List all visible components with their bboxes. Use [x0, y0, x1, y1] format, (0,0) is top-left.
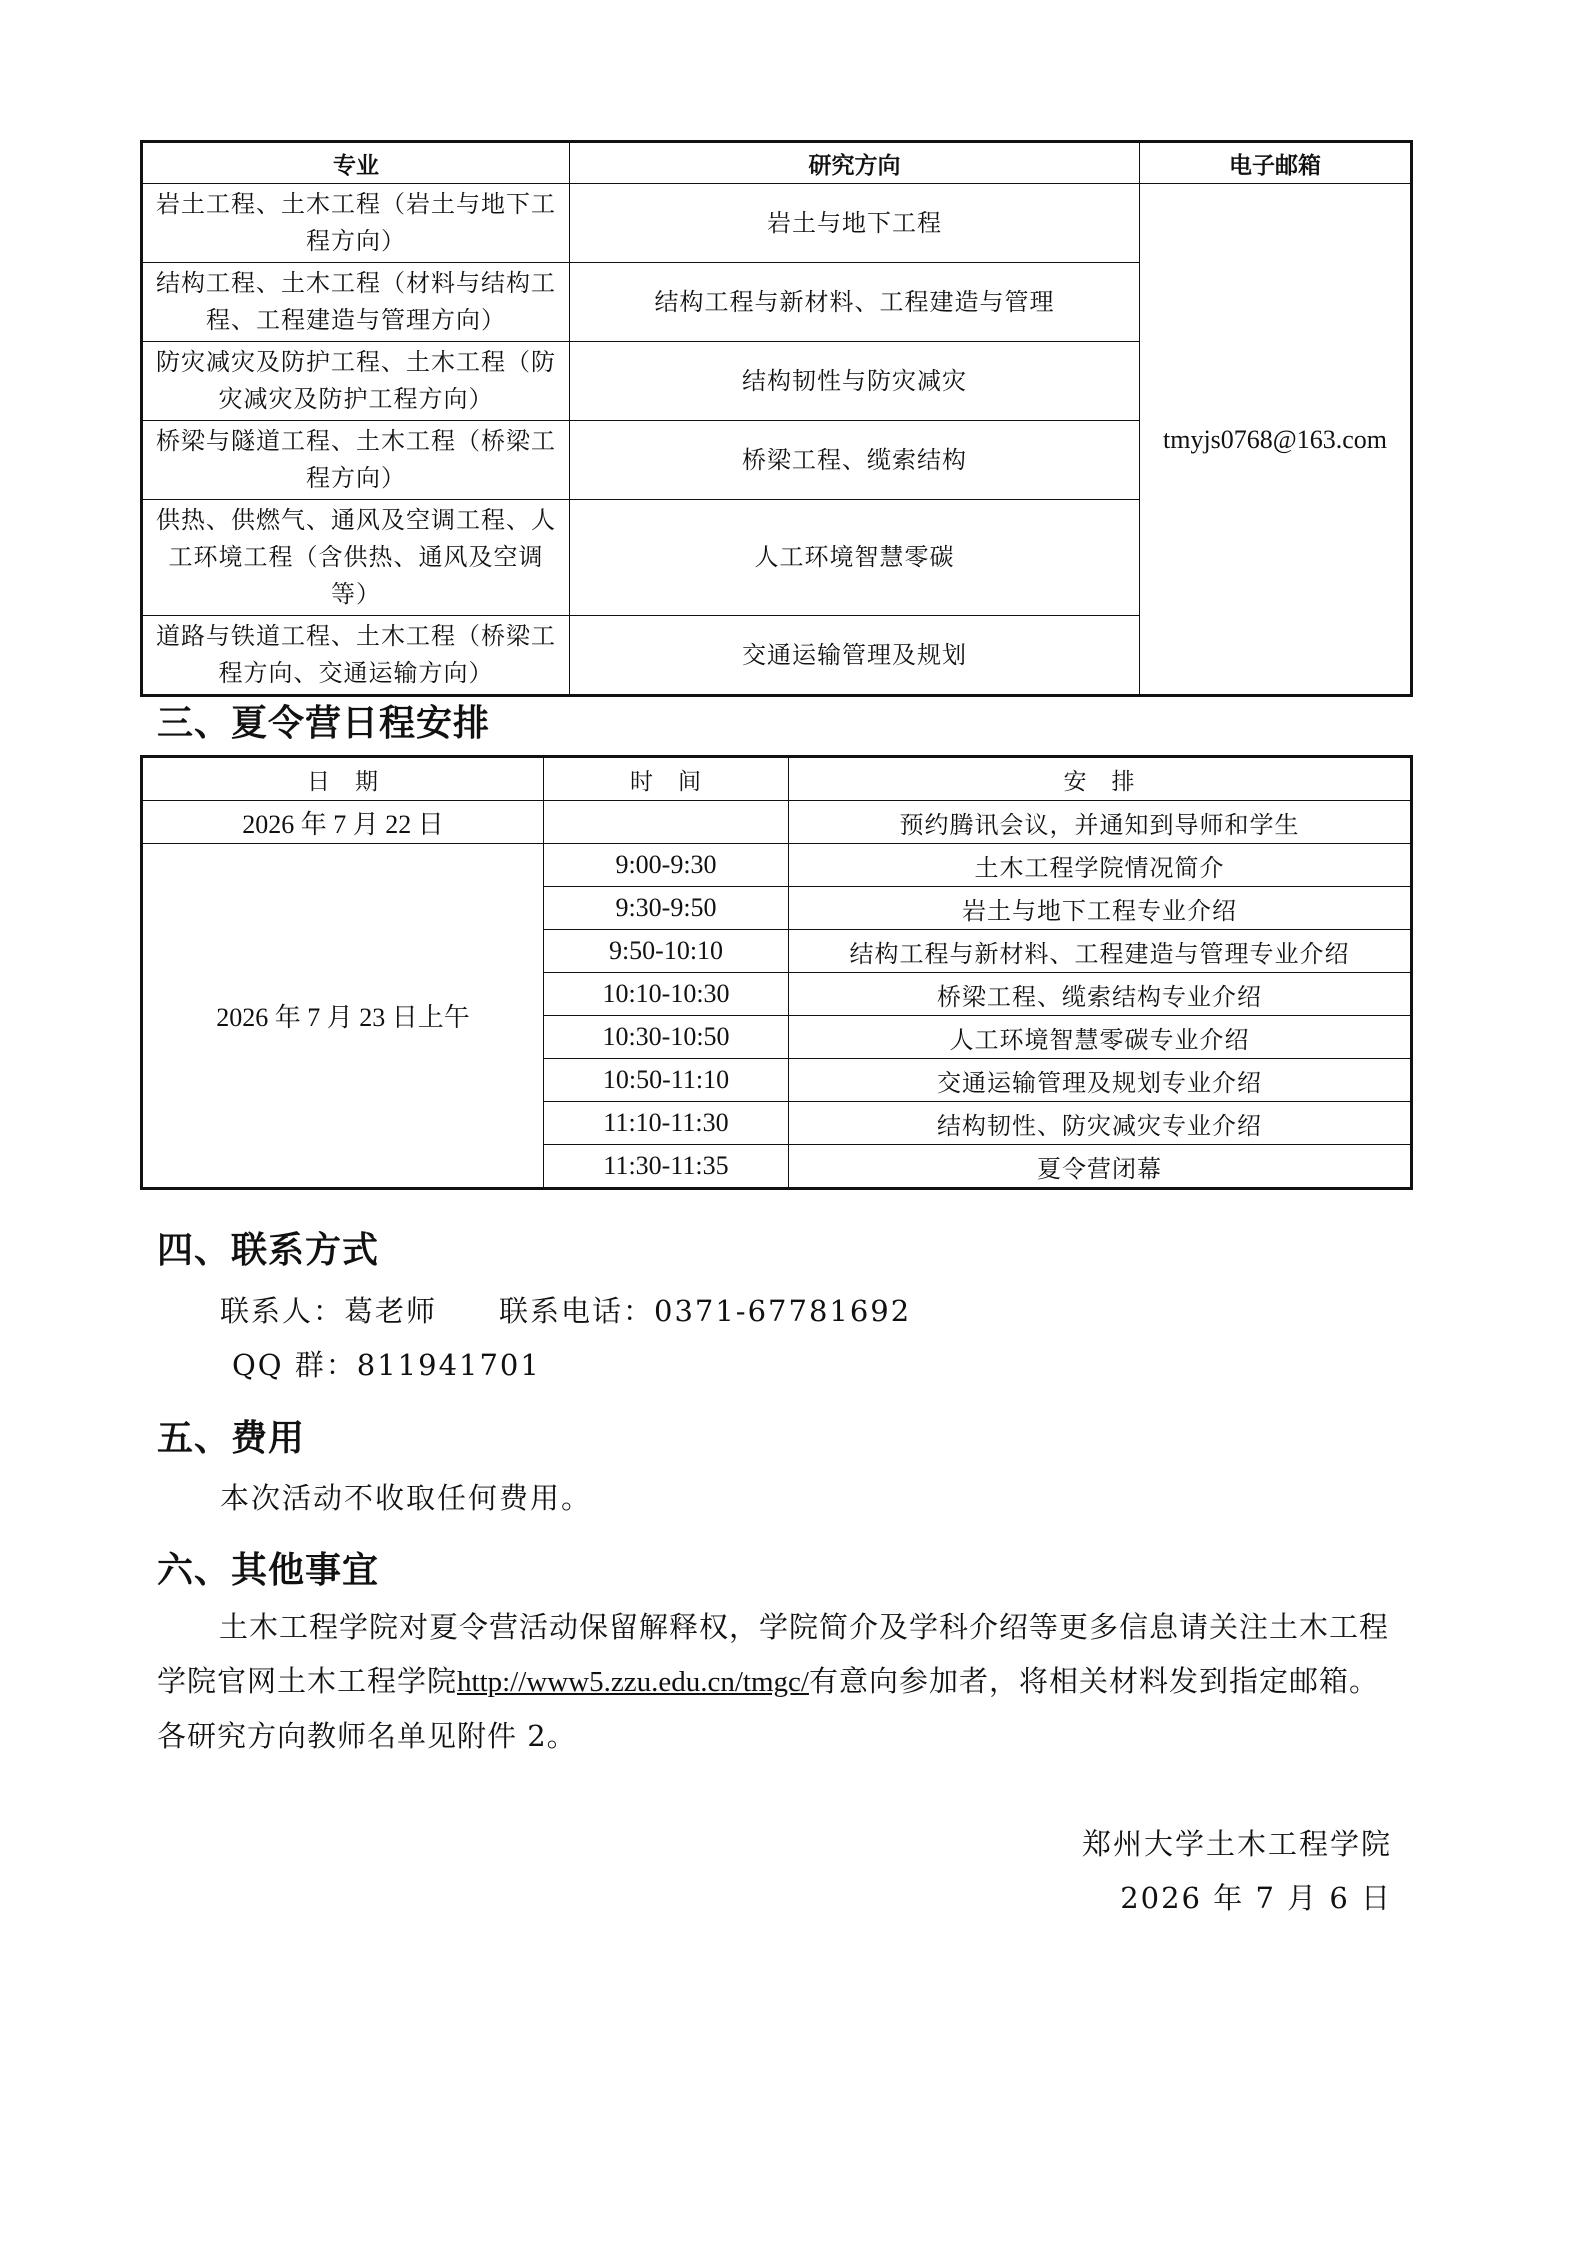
majors-table-header-row — [142, 142, 1412, 184]
time-cell: 11:30-11:35 — [544, 1145, 789, 1189]
time-cell: 10:10-10:30 — [544, 973, 789, 1016]
direction-cell: 结构韧性与防灾减灾 — [570, 342, 1140, 421]
major-cell: 岩土工程、土木工程（岩土与地下工程方向） — [142, 184, 570, 263]
arrangement-cell: 结构工程与新材料、工程建造与管理专业介绍 — [789, 930, 1412, 973]
schedule-table-header-row — [142, 757, 1412, 801]
date-cell: 2026 年 7 月 22 日 — [142, 801, 544, 844]
header-email: 电子邮箱 — [1140, 142, 1412, 184]
table-row — [142, 801, 1412, 844]
table-row — [142, 844, 1412, 887]
time-cell: 10:50-11:10 — [544, 1059, 789, 1102]
date-cell: 2026 年 7 月 23 日上午 — [142, 844, 544, 1189]
schedule-table — [140, 755, 1413, 1190]
other-text-before: 土木工程学院对夏令营活动保留解释权，学院简介及学科介绍等更多信息请关注土木工程学院官网土木工程学院 — [157, 1610, 1390, 1698]
major-cell: 供热、供燃气、通风及空调工程、人工环境工程（含供热、通风及空调等） — [142, 500, 570, 616]
section-heading-other: 六、其他事宜 — [157, 1550, 380, 1591]
major-cell: 防灾减灾及防护工程、土木工程（防灾减灾及防护工程方向） — [142, 342, 570, 421]
arrangement-cell: 岩土与地下工程专业介绍 — [789, 887, 1412, 930]
header-time: 时 间 — [544, 757, 789, 801]
time-cell: 11:10-11:30 — [544, 1102, 789, 1145]
majors-table — [140, 140, 1413, 697]
header-arrangement: 安 排 — [789, 757, 1412, 801]
section-heading-fees: 五、费用 — [157, 1418, 306, 1459]
table-row — [142, 184, 1412, 263]
direction-cell: 人工环境智慧零碳 — [570, 500, 1140, 616]
arrangement-cell: 预约腾讯会议，并通知到导师和学生 — [789, 801, 1412, 844]
major-cell: 桥梁与隧道工程、土木工程（桥梁工程方向） — [142, 421, 570, 500]
major-cell: 道路与铁道工程、土木工程（桥梁工程方向、交通运输方向） — [142, 616, 570, 696]
arrangement-cell: 结构韧性、防灾减灾专业介绍 — [789, 1102, 1412, 1145]
time-cell: 10:30-10:50 — [544, 1016, 789, 1059]
header-date: 日 期 — [142, 757, 544, 801]
direction-cell: 结构工程与新材料、工程建造与管理 — [570, 263, 1140, 342]
time-cell: 9:50-10:10 — [544, 930, 789, 973]
fees-text: 本次活动不收取任何费用。 — [220, 1481, 593, 1515]
arrangement-cell: 人工环境智慧零碳专业介绍 — [789, 1016, 1412, 1059]
major-cell: 结构工程、土木工程（材料与结构工程、工程建造与管理方向） — [142, 263, 570, 342]
other-matters-paragraph — [157, 1600, 1402, 1763]
college-website-link[interactable]: http://www5.zzu.edu.cn/tmgc/ — [457, 1666, 809, 1698]
signature-date: 2026 年 7 月 6 日 — [1120, 1881, 1392, 1915]
time-cell: 9:30-9:50 — [544, 887, 789, 930]
time-cell: 9:00-9:30 — [544, 844, 789, 887]
direction-cell: 交通运输管理及规划 — [570, 616, 1140, 696]
header-direction: 研究方向 — [570, 142, 1140, 184]
section-heading-contact: 四、联系方式 — [157, 1230, 380, 1271]
direction-cell: 岩土与地下工程 — [570, 184, 1140, 263]
section-heading-schedule: 三、夏令营日程安排 — [157, 703, 491, 744]
header-major: 专业 — [142, 142, 570, 184]
email-cell: tmyjs0768@163.com — [1140, 184, 1412, 696]
arrangement-cell: 土木工程学院情况简介 — [789, 844, 1412, 887]
time-cell — [544, 801, 789, 844]
signature-org: 郑州大学土木工程学院 — [1081, 1827, 1392, 1861]
arrangement-cell: 桥梁工程、缆索结构专业介绍 — [789, 973, 1412, 1016]
arrangement-cell: 夏令营闭幕 — [789, 1145, 1412, 1189]
other-text-after: 有意向参加者，将相关材料发到指定邮箱。各研究方向教师名单见附件 2。 — [157, 1664, 1379, 1753]
arrangement-cell: 交通运输管理及规划专业介绍 — [789, 1059, 1412, 1102]
direction-cell: 桥梁工程、缆索结构 — [570, 421, 1140, 500]
contact-line: 联系人：葛老师 联系电话：0371-67781692 — [220, 1294, 912, 1328]
qq-group-line: QQ 群：811941701 — [232, 1348, 541, 1382]
